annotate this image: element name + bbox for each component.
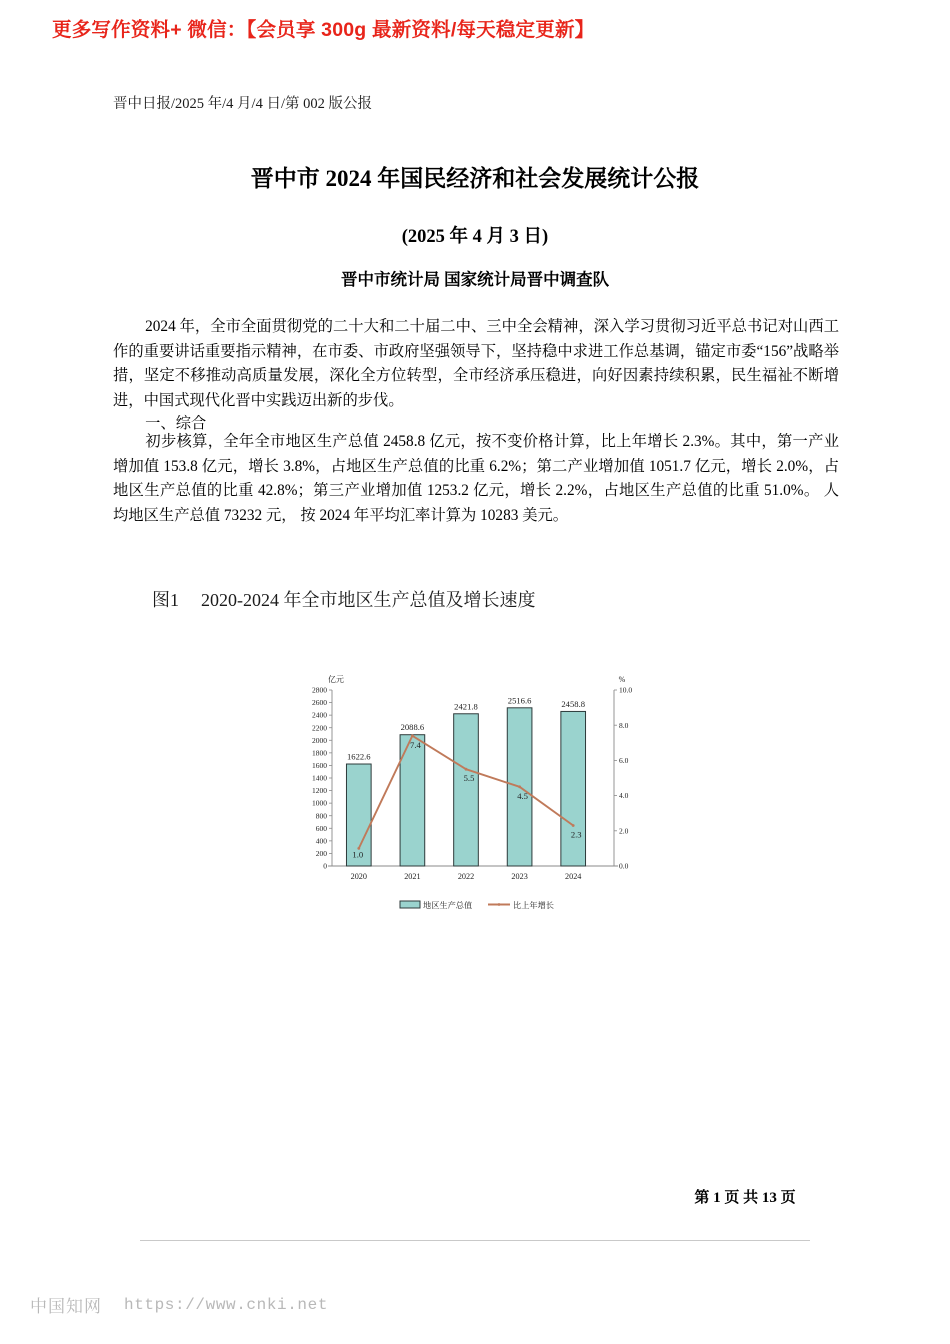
gdp-growth-chart	[288, 668, 648, 923]
line-value-label: 7.4	[410, 739, 421, 750]
right-axis-tick-label: 8.0	[619, 720, 629, 730]
line-point	[411, 734, 414, 737]
bar	[561, 711, 586, 866]
watermark-url: https://www.cnki.net	[124, 1295, 329, 1314]
left-axis-tick-label: 800	[315, 811, 327, 821]
left-axis-tick-label: 1600	[312, 761, 327, 771]
right-axis-tick-label: 0.0	[619, 861, 629, 871]
x-axis-category-label: 2023	[511, 872, 528, 881]
promo-banner: 更多写作资料+ 微信：【会员享 300g 最新资料/每天稳定更新】	[52, 19, 595, 41]
left-axis-tick-label: 0	[323, 861, 327, 871]
paragraph-statistics	[113, 430, 839, 528]
right-axis-tick-label: 6.0	[619, 756, 629, 765]
x-axis-category-label: 2022	[457, 872, 475, 881]
page-number: 第 1 页 共 13 页	[694, 1190, 796, 1206]
document-date: (2025 年 4 月 3 日)	[401, 227, 549, 247]
footer-divider	[140, 1240, 810, 1241]
paragraph-intro	[113, 315, 839, 413]
watermark-logo: 中国知网	[30, 1297, 102, 1316]
line-value-label: 2.3	[570, 829, 582, 840]
bar-value-label: 2458.8	[561, 698, 586, 709]
line-point	[465, 768, 468, 771]
left-axis-tick-label: 200	[315, 849, 327, 859]
x-axis-category-label: 2024	[565, 872, 582, 881]
document-byline: 晋中市统计局 国家统计局晋中调查队	[340, 270, 610, 289]
figure-label: 图1	[152, 590, 179, 610]
x-axis-category-label: 2020	[350, 872, 367, 881]
left-axis-tick-label: 400	[315, 836, 327, 846]
x-axis-category-label: 2021	[404, 872, 421, 881]
figure-caption	[152, 585, 812, 616]
breadcrumb: 晋中日报/2025 年/4 月/4 日/第 002 版公报	[113, 96, 372, 112]
left-axis-tick-label: 2800	[312, 685, 327, 695]
paragraph-statistics-text: 初步核算，全年全市地区生产总值 2458.8 亿元，按不变价格计算，比上年增长 2.3%。其中，第一产业增加值 153.8 亿元，增长 3.8%，占地区生产总值的比重 6.2%；第二产业增加值 1051.7 亿元，增长 2.0%，占地区生产总值的比重 42.8%；第三产业增加值 1253.2 亿元，增长 2.2%，占地区生产总值的比重 51.0%。 人均地区生产总值 73232 元， 按 2024 年平均汇率计算为 10283 美元。	[113, 433, 839, 524]
line-value-label: 4.5	[517, 790, 528, 801]
page-title: 晋中市 2024 年国民经济和社会发展统计公报	[250, 166, 700, 191]
section-heading-text: 一、综合	[145, 415, 207, 432]
legend-label-line: 比上年增长	[513, 901, 554, 910]
right-axis-tick-label: 10.0	[619, 685, 633, 695]
left-axis-tick-label: 1200	[312, 786, 327, 796]
left-axis-tick-label: 2400	[312, 710, 327, 720]
left-axis-tick-label: 1400	[312, 773, 327, 783]
left-axis-tick-label: 600	[315, 823, 327, 833]
figure-caption-text: 2020-2024 年全市地区生产总值及增长速度	[201, 590, 536, 610]
left-axis-unit-label: 亿元	[328, 675, 344, 684]
legend-label-bar: 地区生产总值	[423, 901, 473, 910]
line-value-label: 5.5	[463, 773, 475, 784]
paragraph-intro-text: 2024 年，全市全面贯彻党的二十大和二十届二中、三中全会精神，深入学习贯彻习近平总书记对山西工作的重要讲话重要指示精神，在市委、市政府坚强领导下，坚持稳中求进工作总基调，锚定市委“156”战略举措，坚定不移推动高质量发展，深化全方位转型，全市经济承压稳进，向好因素持续积累，民生福祉不断增进，中国式现代化晋中实践迈出新的步伐。	[113, 318, 839, 409]
left-axis-tick-label: 1800	[312, 748, 327, 758]
line-point	[518, 785, 521, 788]
bar-value-label: 2421.8	[454, 701, 478, 712]
legend-swatch-bar	[400, 901, 420, 908]
left-axis-tick-label: 2000	[312, 735, 327, 745]
left-axis-tick-label: 1000	[312, 798, 327, 808]
line-value-label: 1.0	[352, 849, 364, 860]
right-axis-tick-label: 4.0	[619, 791, 629, 801]
right-axis-tick-label: 2.0	[619, 826, 629, 836]
left-axis-tick-label: 2600	[312, 698, 327, 708]
bar	[454, 714, 479, 866]
right-axis-unit-label: %	[618, 675, 626, 684]
chart-svg	[288, 668, 648, 923]
legend-line-point	[498, 903, 501, 906]
bar-value-label: 2516.6	[507, 695, 532, 706]
bar-value-label: 2088.6	[400, 722, 425, 733]
watermark	[30, 1292, 328, 1317]
line-point	[572, 824, 575, 827]
bar-value-label: 1622.6	[346, 751, 371, 762]
left-axis-tick-label: 2200	[312, 723, 327, 733]
